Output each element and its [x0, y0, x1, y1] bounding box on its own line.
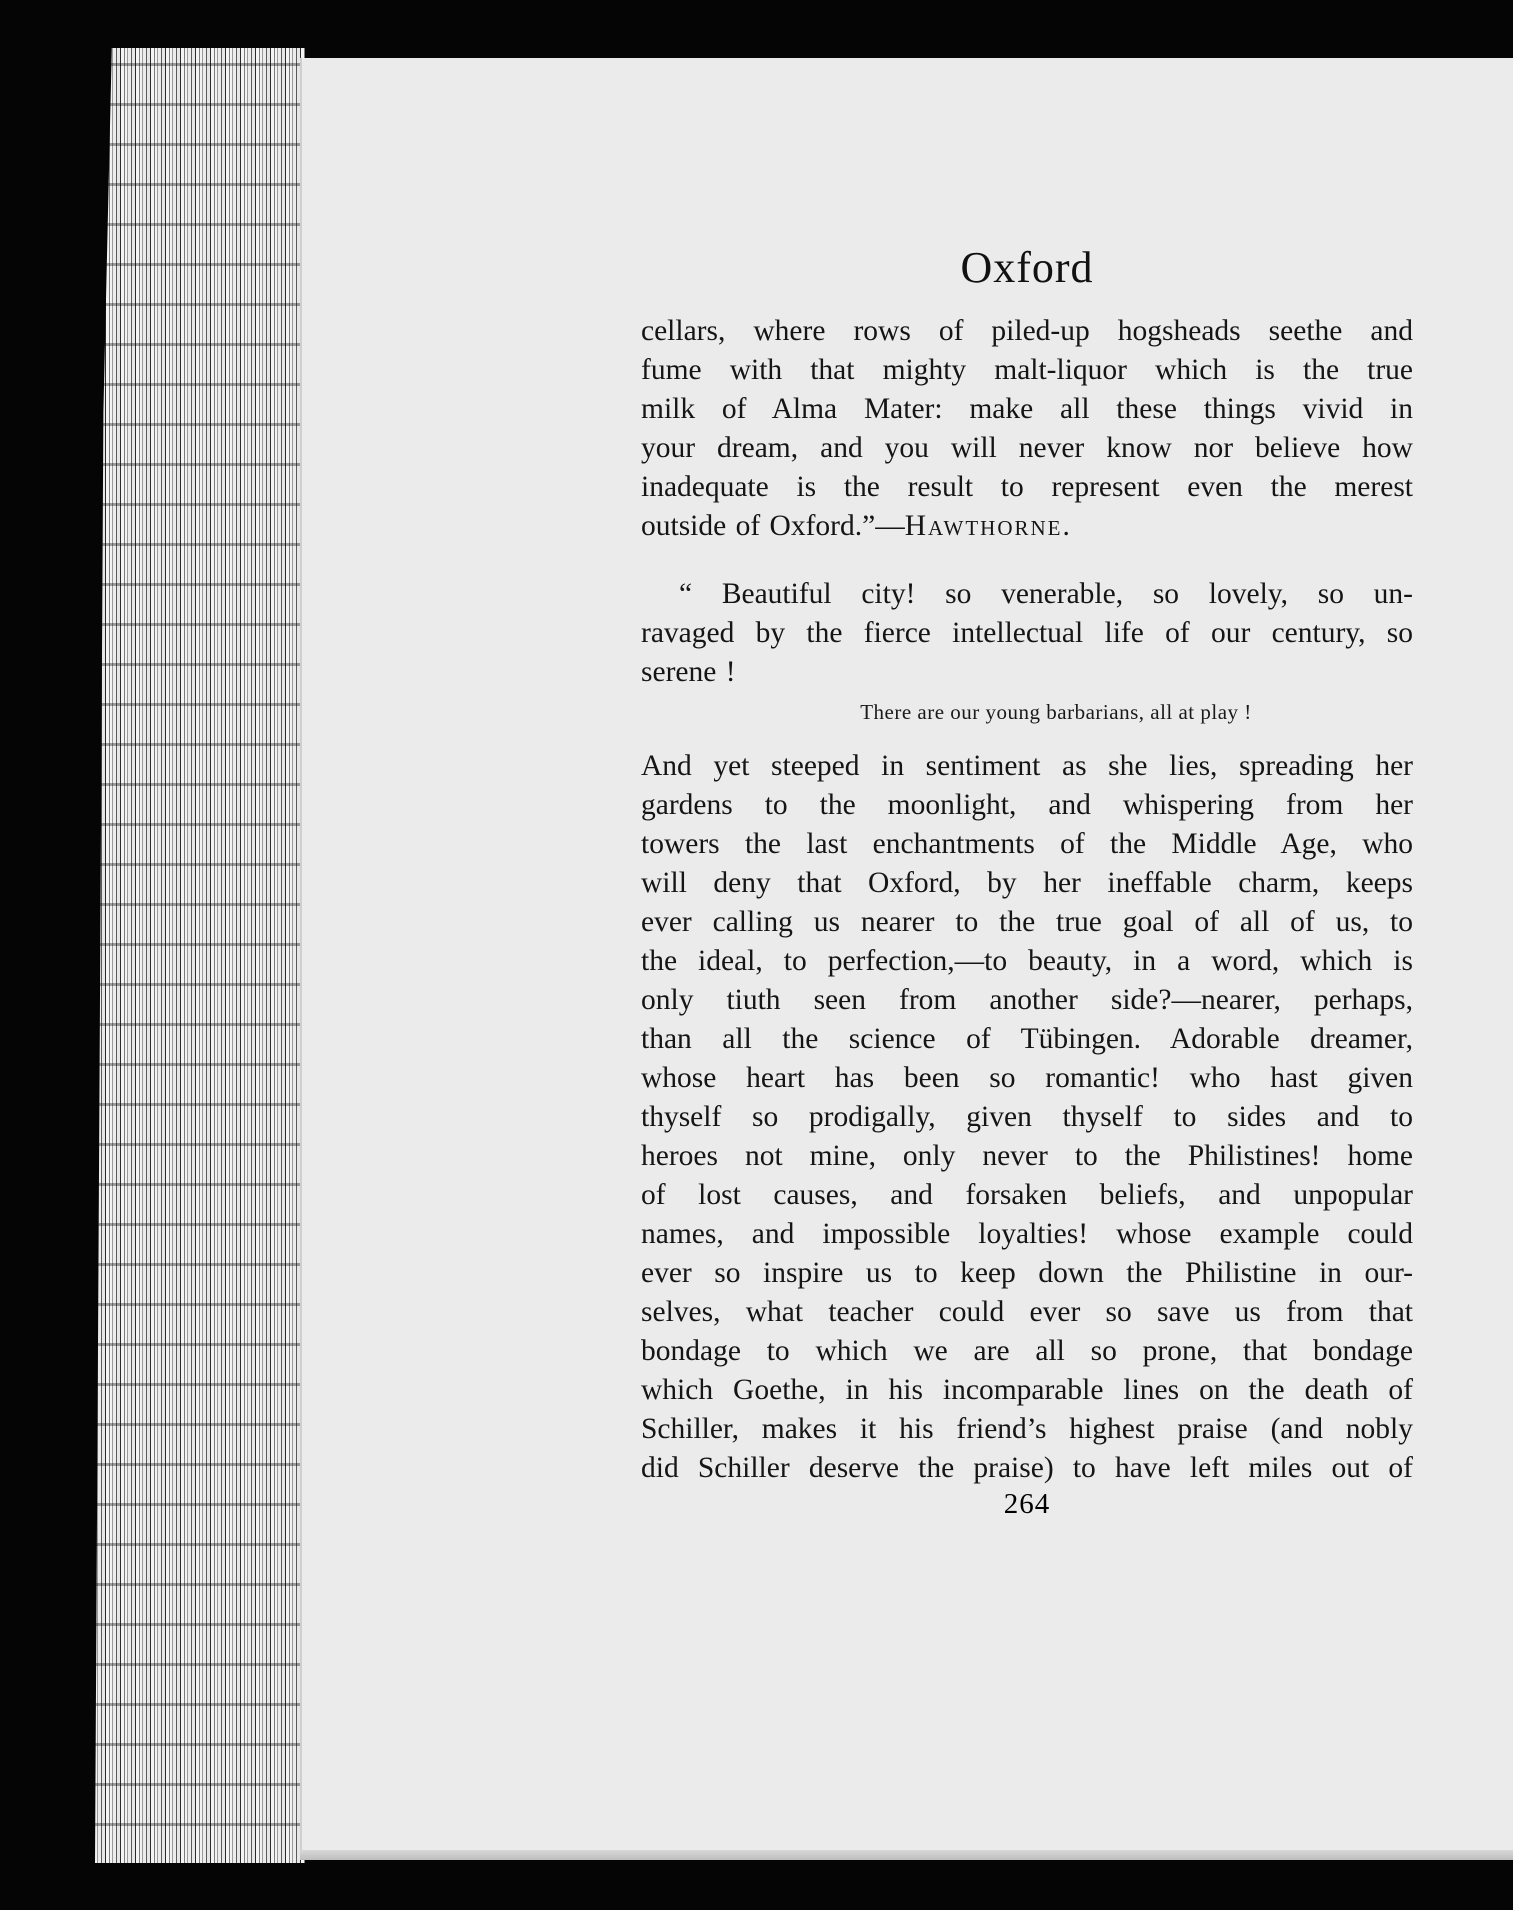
running-head: Oxford: [960, 243, 1094, 292]
text-line: will deny that Oxford, by her ineffable charm, keeps: [641, 867, 1413, 899]
text-line: cellars, where rows of piled-up hogsheads seethe and: [641, 315, 1413, 347]
book-page-edges: [95, 48, 305, 1863]
text-line: ravaged by the fierce intellectual life of our century, so: [641, 617, 1413, 649]
text-line: selves, what teacher could ever so save us from that: [641, 1296, 1413, 1328]
text-line: only tiuth seen from another side?—nearer, perhaps,: [641, 984, 1413, 1016]
text-fragment: outside of Oxford.”—: [641, 510, 905, 542]
text-line: of lost causes, and forsaken beliefs, and unpopular: [641, 1179, 1413, 1211]
text-line: gardens to the moonlight, and whispering from her: [641, 789, 1413, 821]
text-line: towers the last enchantments of the Middle Age, who: [641, 828, 1413, 860]
text-line-last: [641, 507, 1413, 546]
page-number: 264: [1003, 1488, 1051, 1520]
text-line: did Schiller deserve the praise) to have left miles out of: [641, 1452, 1413, 1484]
text-line: than all the science of Tübingen. Adorable dreamer,: [641, 1023, 1413, 1055]
paragraph-1: [641, 312, 1413, 546]
text-line: bondage to which we are all so prone, that bondage: [641, 1335, 1413, 1367]
attribution-author: Hawthorne.: [904, 510, 1072, 542]
text-line: which Goethe, in his incomparable lines on the death of: [641, 1374, 1413, 1406]
text-line: names, and impossible loyalties! whose example could: [641, 1218, 1413, 1250]
text-line: ever so inspire us to keep down the Philistine in our-: [641, 1257, 1413, 1289]
text-line: ever calling us nearer to the true goal of all of us, to: [641, 906, 1413, 938]
paragraph-2-text: [641, 575, 1413, 692]
paragraph-3-text: [641, 747, 1413, 1488]
text-line: inadequate is the result to represent even the merest: [641, 471, 1413, 503]
text-line: the ideal, to perfection,—to beauty, in a word, which is: [641, 945, 1413, 977]
paragraph-1-text: [641, 312, 1413, 546]
text-line: milk of Alma Mater: make all these things vivid in: [641, 393, 1413, 425]
text-line: heroes not mine, only never to the Philistines! home: [641, 1140, 1413, 1172]
text-line: Schiller, makes it his friend’s highest praise (and nobly: [641, 1413, 1413, 1445]
paragraph-3: [641, 747, 1413, 1488]
text-line: whose heart has been so romantic! who hast given: [641, 1062, 1413, 1094]
text-line: thyself so prodigally, given thyself to sides and to: [641, 1101, 1413, 1133]
text-line: your dream, and you will never know nor believe how: [641, 432, 1413, 464]
quoted-verse-line: There are our young barbarians, all at play !: [860, 700, 1252, 724]
text-line: And yet steeped in sentiment as she lies, spreading her: [641, 750, 1413, 782]
page-bottom-edge: [300, 1850, 1513, 1860]
paragraph-2: [641, 575, 1413, 692]
text-line: “ Beautiful city! so venerable, so lovely, so un-: [679, 578, 1413, 610]
text-line: fume with that mighty malt-liquor which is the true: [641, 354, 1413, 386]
text-line-last: serene !: [641, 656, 736, 688]
